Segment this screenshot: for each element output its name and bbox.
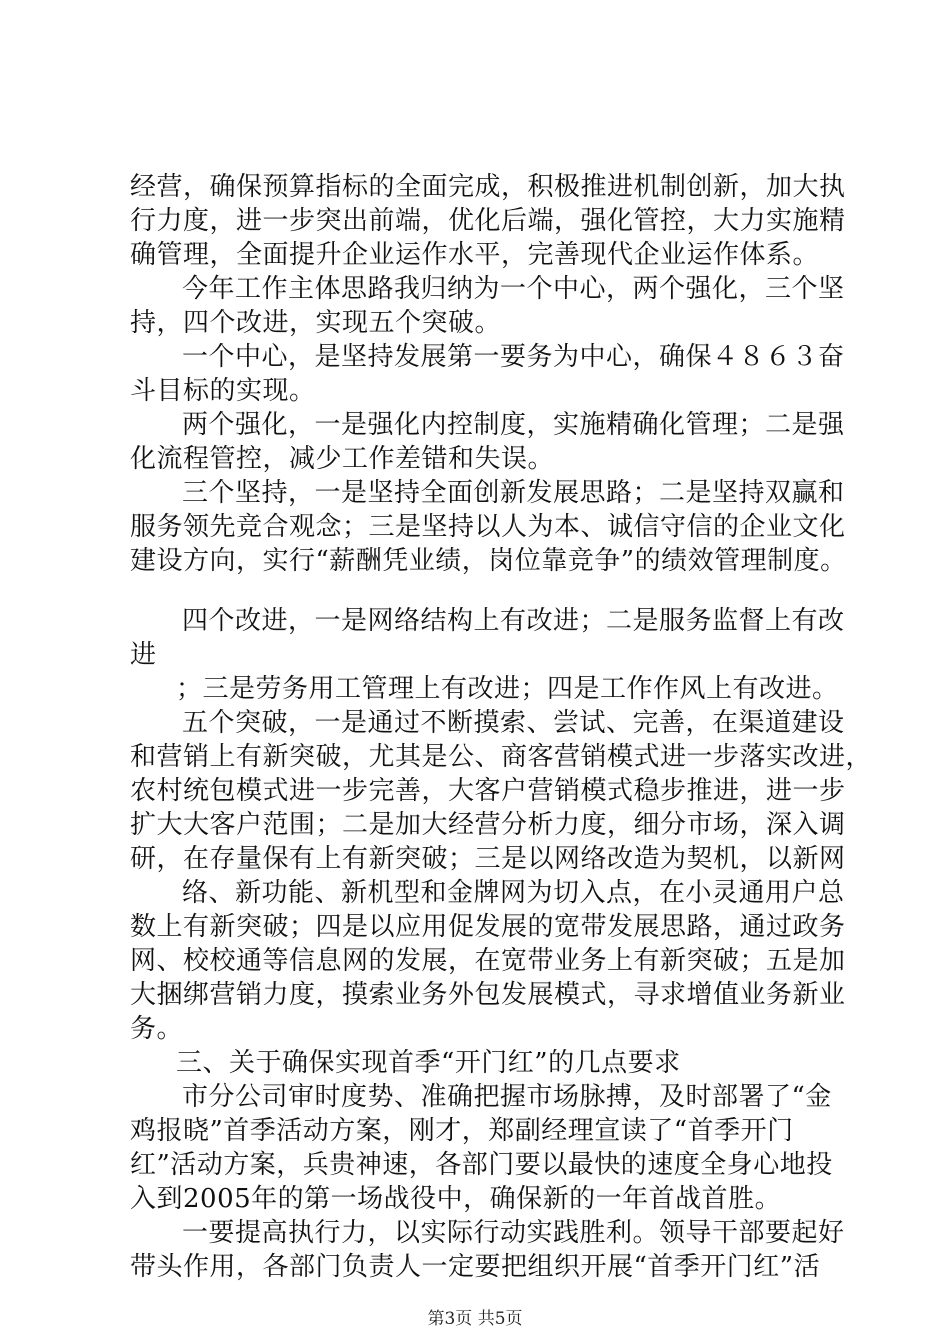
text-line: 络、新功能、新机型和金牌网为切入点，在小灵通用户总 [182, 878, 845, 908]
text-line: 持，四个改进，实现五个突破。 [130, 308, 502, 338]
text-line: 研，在存量保有上有新突破；三是以网络改造为契机，以新网 [130, 844, 846, 874]
text-line: 入到2005年的第一场战役中，确保新的一年首战首胜。 [130, 1184, 782, 1214]
text-line: 斗目标的实现。 [130, 376, 316, 406]
text-line: 农村统包模式进一步完善，大客户营销模式稳步推进，进一步 [130, 776, 846, 806]
text-line: 经营，确保预算指标的全面完成，积极推进机制创新，加大执 [130, 172, 846, 202]
text-line: 进 [130, 640, 157, 670]
text-line: 和营销上有新突破，尤其是公、商客营销模式进一步落实改进， [130, 742, 873, 772]
text-line: 大捆绑营销力度，摸索业务外包发展模式，寻求增值业务新业 [130, 980, 846, 1010]
text-line: 红”活动方案，兵贵神速，各部门要以最快的速度全身心地投 [130, 1150, 833, 1180]
text-line: 一个中心，是坚持发展第一要务为中心，确保４８６３奋 [182, 342, 845, 372]
text-line: 服务领先竞合观念；三是坚持以人为本、诚信守信的企业文化 [130, 512, 846, 542]
text-line: 一要提高执行力，以实际行动实践胜利。领导干部要起好 [182, 1218, 845, 1248]
text-line: 扩大大客户范围；二是加大经营分析力度，细分市场，深入调 [130, 810, 846, 840]
text-line: 务。 [130, 1014, 184, 1044]
text-line: 数上有新突破；四是以应用促发展的宽带发展思路，通过政务 [130, 912, 846, 942]
text-line: ；三是劳务用工管理上有改进；四是工作作风上有改进。 [176, 674, 839, 704]
section-heading: 三、关于确保实现首季“开门红”的几点要求 [176, 1048, 681, 1078]
page-footer: 第3页 共5页 [427, 1309, 523, 1329]
text-line: 带头作用，各部门负责人一定要把组织开展“首季开门红”活 [130, 1252, 821, 1282]
text-line: 三个坚持，一是坚持全面创新发展思路；二是坚持双赢和 [182, 478, 845, 508]
text-line: 确管理，全面提升企业运作水平，完善现代企业运作体系。 [130, 240, 820, 270]
text-line: 两个强化，一是强化内控制度，实施精确化管理；二是强 [182, 410, 845, 440]
text-line: 行力度，进一步突出前端，优化后端，强化管控，大力实施精 [130, 206, 846, 236]
text-line: 四个改进，一是网络结构上有改进；二是服务监督上有改 [182, 606, 845, 636]
text-line: 化流程管控，减少工作差错和失误。 [130, 444, 555, 474]
text-line: 网、校校通等信息网的发展，在宽带业务上有新突破；五是加 [130, 946, 846, 976]
text-line: 今年工作主体思路我归纳为一个中心，两个强化，三个坚 [182, 274, 845, 304]
text-line: 建设方向，实行“薪酬凭业绩，岗位靠竞争”的绩效管理制度。 [130, 546, 847, 576]
text-line: 市分公司审时度势、准确把握市场脉搏，及时部署了“金 [182, 1082, 832, 1112]
text-line: 鸡报晓”首季活动方案，刚才，郑副经理宣读了“首季开门 [130, 1116, 794, 1146]
text-line: 五个突破，一是通过不断摸索、尝试、完善，在渠道建设 [182, 708, 845, 738]
